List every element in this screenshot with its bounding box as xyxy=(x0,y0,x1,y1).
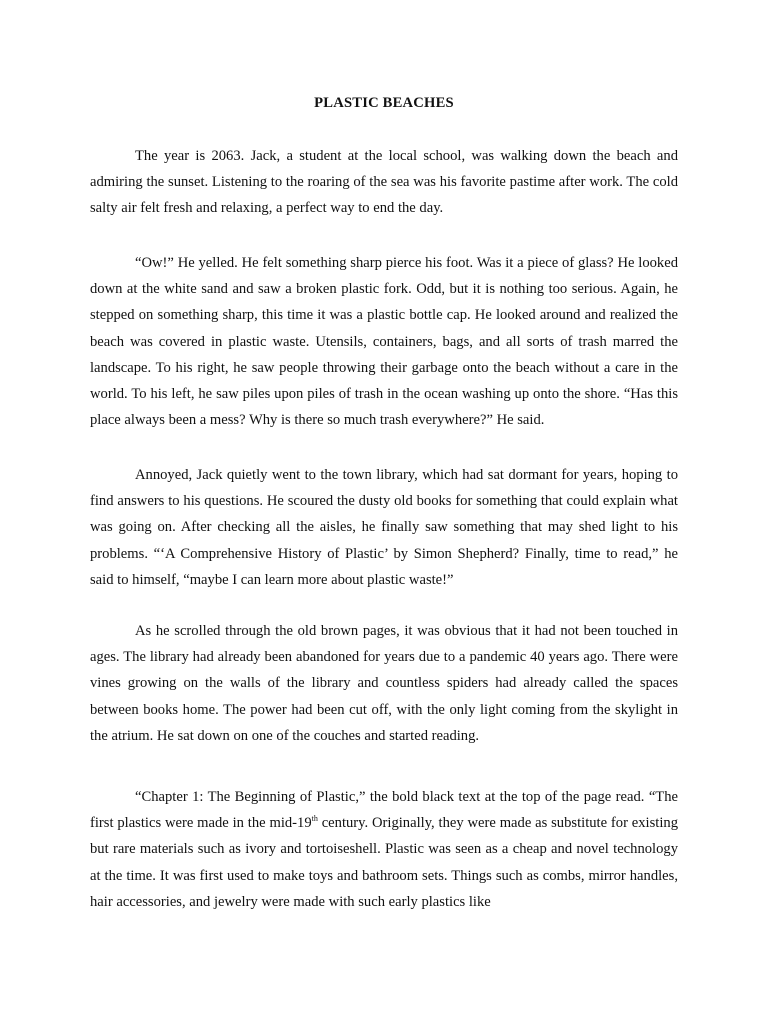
paragraph-3: Annoyed, Jack quietly went to the town library, which had sat dormant for years, hoping to find answers to his questions. He scoured the dusty old books for something that could explain what was going on. After checking all the aisles, he finally saw something that may shed light to his problems. “‘A Comprehensive History of Plastic’ by Simon Shepherd? Finally, time to read,” he said to himself, “maybe I can learn more about plastic waste!” xyxy=(90,467,678,588)
paragraph-5-text-before: “Chapter 1: The Beginning of Plastic,” the bold black text at the top of the page read. “The first plastics were made in the mid-19 xyxy=(90,789,678,832)
paragraph-4: As he scrolled through the old brown pages, it was obvious that it had not been touched in ages. The library had already been abandoned for years due to a pandemic 40 years ago. There were vines growing on the walls of the library and countless spiders had already called the spaces between books home. The power had been cut off, with the only light coming from the skylight in the atrium. He sat down on one of the couches and started reading. xyxy=(90,623,678,744)
paragraph-5 xyxy=(90,784,678,915)
page-title: PLASTIC BEACHES xyxy=(314,95,454,111)
paragraph-5-text-after: century. Originally, they were made as substitute for existing but rare materials such as ivory and tortoiseshell. Plastic was seen as a cheap and novel technology at the time. It was first used to make toys and bathroom sets. Things such as combs, mirror handles, hair accessories, and jewelry were made with such early plastics like xyxy=(90,815,678,910)
ordinal-superscript: th xyxy=(311,814,318,824)
paragraph-2: “Ow!” He yelled. He felt something sharp pierce his foot. Was it a piece of glass? He looked down at the white sand and saw a broken plastic fork. Odd, but it is nothing too serious. Again, he stepped on something sharp, this time it was a plastic bottle cap. He looked around and realized the beach was covered in plastic waste. Utensils, containers, bags, and all sorts of trash marred the landscape. To his right, he saw people throwing their garbage onto the beach without a care in the world. To his left, he saw piles upon piles of trash in the ocean washing up onto the shore. “Has this place always been a mess? Why is there so much trash everywhere?” He said. xyxy=(90,255,678,429)
paragraph-1: The year is 2063. Jack, a student at the local school, was walking down the beach and admiring the sunset. Listening to the roaring of the sea was his favorite pastime after work. The cold salty air felt fresh and relaxing, a perfect way to end the day. xyxy=(90,148,678,217)
